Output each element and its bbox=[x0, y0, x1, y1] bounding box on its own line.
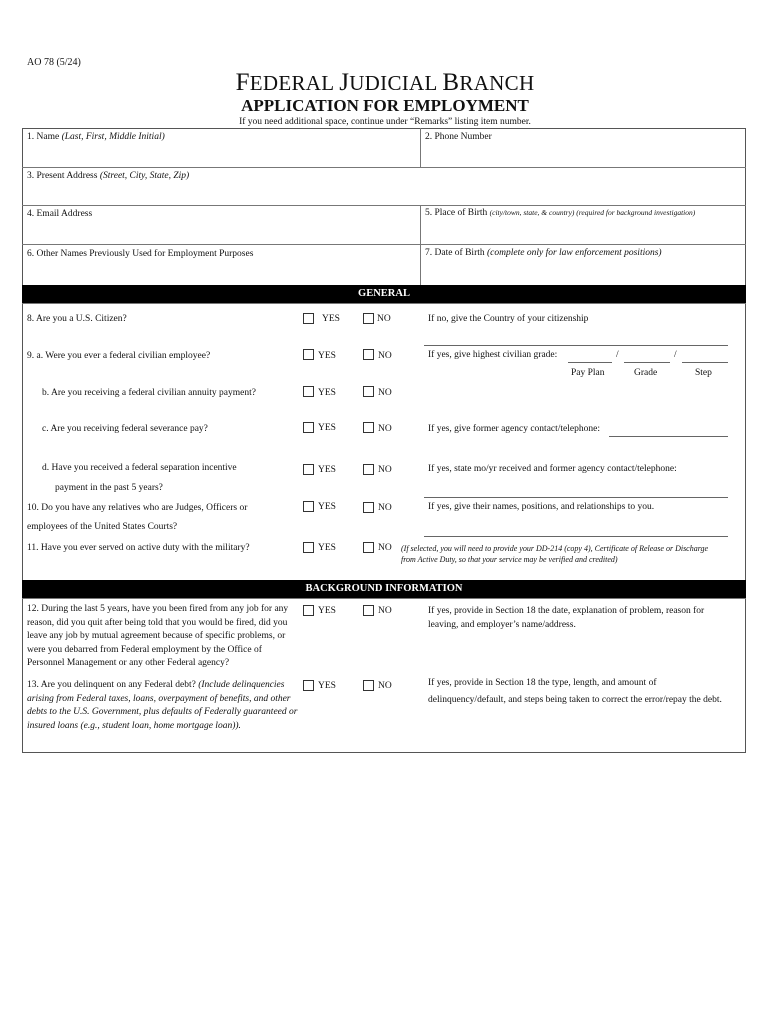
date-of-birth-field[interactable]: 7. Date of Birth (complete only for law enforcement positions) bbox=[425, 248, 662, 258]
address-field[interactable]: 3. Present Address (Street, City, State, Zip) bbox=[27, 171, 190, 181]
q9b-no-checkbox[interactable] bbox=[363, 386, 374, 397]
q10-no-checkbox[interactable] bbox=[363, 502, 374, 513]
q11-note-2: from Active Duty, so that your service may be verified and credited) bbox=[401, 555, 618, 564]
form-title: APPLICATION FOR EMPLOYMENT bbox=[241, 96, 529, 115]
q12-no-checkbox[interactable] bbox=[363, 605, 374, 616]
yes-label: YES bbox=[318, 543, 336, 553]
q10-yes-checkbox[interactable] bbox=[303, 501, 314, 512]
q8-answer-line[interactable] bbox=[424, 345, 728, 346]
name-field[interactable]: 1. Name (Last, First, Middle Initial) bbox=[27, 132, 165, 142]
q9d-no-checkbox[interactable] bbox=[363, 464, 374, 475]
q13-yes-checkbox[interactable] bbox=[303, 680, 314, 691]
other-names-field[interactable]: 6. Other Names Previously Used for Employment Purposes bbox=[27, 249, 254, 259]
organization-title: FEDERAL JUDICIAL BRANCH bbox=[235, 69, 535, 96]
grade-line[interactable] bbox=[624, 362, 670, 363]
q11-yes-checkbox[interactable] bbox=[303, 542, 314, 553]
q13-followup-2: delinquency/default, and steps being taken to correct the error/repay the debt. bbox=[428, 695, 722, 705]
form-code: AO 78 (5/24) bbox=[27, 57, 81, 68]
step-line[interactable] bbox=[682, 362, 728, 363]
q9c-followup: If yes, give former agency contact/telephone: bbox=[428, 424, 600, 434]
pay-plan-caption: Pay Plan bbox=[571, 368, 605, 378]
q10-followup: If yes, give their names, positions, and relationships to you. bbox=[428, 502, 655, 512]
q12-label: 12. During the last 5 years, have you been fired from any job for any reason, did you quit after being told that you would be fired, did you leave any job by mutual agreement because of specific problems, or were you debarred from Federal employment by the Office of Personnel Management or any other Federal agency? bbox=[27, 604, 289, 668]
no-label: NO bbox=[378, 388, 392, 398]
yes-label: YES bbox=[318, 388, 336, 398]
grade-caption: Grade bbox=[634, 368, 658, 378]
q9a-followup: If yes, give highest civilian grade: bbox=[428, 350, 558, 360]
yes-label: YES bbox=[318, 502, 336, 512]
q13-label: 13. Are you delinquent on any Federal debt? (Include delinquencies arising from Federal taxes, loans, overpayment of benefits, and other debts to the U.S. Government, plus defaults of Federally guaranteed or insured loans (e.g., student loan, home mortgage loan)). bbox=[27, 680, 298, 731]
divider bbox=[420, 128, 421, 167]
divider bbox=[420, 205, 421, 285]
q9b-label: b. Are you receiving a federal civilian annuity payment? bbox=[42, 388, 256, 398]
q9c-yes-checkbox[interactable] bbox=[303, 422, 314, 433]
form-note: If you need additional space, continue under “Remarks” listing item number. bbox=[239, 117, 531, 127]
yes-label: YES bbox=[318, 465, 336, 475]
q9c-label: c. Are you receiving federal severance pay? bbox=[42, 424, 208, 434]
no-label: NO bbox=[378, 503, 392, 513]
divider bbox=[22, 205, 746, 206]
q11-label: 11. Have you ever served on active duty with the military? bbox=[27, 543, 250, 553]
divider bbox=[22, 598, 746, 599]
q8-label: 8. Are you a U.S. Citizen? bbox=[27, 314, 127, 324]
slash: / bbox=[674, 350, 677, 360]
q11-note-1: (If selected, you will need to provide your DD-214 (copy 4), Certificate of Release or Discharge bbox=[401, 544, 709, 553]
q9a-yes-checkbox[interactable] bbox=[303, 349, 314, 360]
q10-label-2: employees of the United States Courts? bbox=[27, 522, 178, 532]
place-of-birth-field[interactable]: 5. Place of Birth (city/town, state, & country) (required for background investigation) bbox=[425, 208, 696, 218]
q10-label-1: 10. Do you have any relatives who are Judges, Officers or bbox=[27, 503, 248, 513]
yes-label: YES bbox=[318, 606, 336, 616]
q9c-no-checkbox[interactable] bbox=[363, 422, 374, 433]
q9d-yes-checkbox[interactable] bbox=[303, 464, 314, 475]
no-label: NO bbox=[378, 606, 392, 616]
q12-followup: If yes, provide in Section 18 the date, explanation of problem, reason for leaving, and employer’s name/address. bbox=[428, 606, 705, 630]
q9d-answer-line[interactable] bbox=[424, 497, 728, 498]
divider bbox=[22, 244, 746, 245]
q8-yes-checkbox[interactable] bbox=[303, 313, 314, 324]
q10-answer-line[interactable] bbox=[424, 536, 728, 537]
yes-label: YES bbox=[318, 351, 336, 361]
q12-yes-checkbox[interactable] bbox=[303, 605, 314, 616]
phone-field[interactable]: 2. Phone Number bbox=[425, 132, 492, 142]
q8-no-checkbox[interactable] bbox=[363, 313, 374, 324]
q8-followup: If no, give the Country of your citizenship bbox=[428, 314, 589, 324]
q9a-no-checkbox[interactable] bbox=[363, 349, 374, 360]
yes-label: YES bbox=[318, 681, 336, 691]
section-general-header: GENERAL bbox=[22, 285, 746, 303]
q9b-yes-checkbox[interactable] bbox=[303, 386, 314, 397]
no-label: NO bbox=[377, 314, 391, 324]
slash: / bbox=[616, 350, 619, 360]
email-field[interactable]: 4. Email Address bbox=[27, 209, 93, 219]
no-label: NO bbox=[378, 543, 392, 553]
q13-followup-1: If yes, provide in Section 18 the type, length, and amount of bbox=[428, 678, 657, 688]
step-caption: Step bbox=[695, 368, 712, 378]
no-label: NO bbox=[378, 681, 392, 691]
pay-plan-line[interactable] bbox=[568, 362, 612, 363]
yes-label: YES bbox=[322, 314, 340, 324]
q9a-label: 9. a. Were you ever a federal civilian employee? bbox=[27, 351, 211, 361]
section-background-header: BACKGROUND INFORMATION bbox=[22, 580, 746, 598]
q9d-followup: If yes, state mo/yr received and former agency contact/telephone: bbox=[428, 464, 677, 474]
q9c-answer-line[interactable] bbox=[609, 436, 728, 437]
divider bbox=[22, 303, 746, 304]
q9d-label-2: payment in the past 5 years? bbox=[55, 483, 163, 493]
no-label: NO bbox=[378, 424, 392, 434]
divider bbox=[22, 167, 746, 168]
q13-no-checkbox[interactable] bbox=[363, 680, 374, 691]
q11-no-checkbox[interactable] bbox=[363, 542, 374, 553]
no-label: NO bbox=[378, 465, 392, 475]
no-label: NO bbox=[378, 351, 392, 361]
yes-label: YES bbox=[318, 423, 336, 433]
q9d-label-1: d. Have you received a federal separation incentive bbox=[42, 463, 237, 473]
